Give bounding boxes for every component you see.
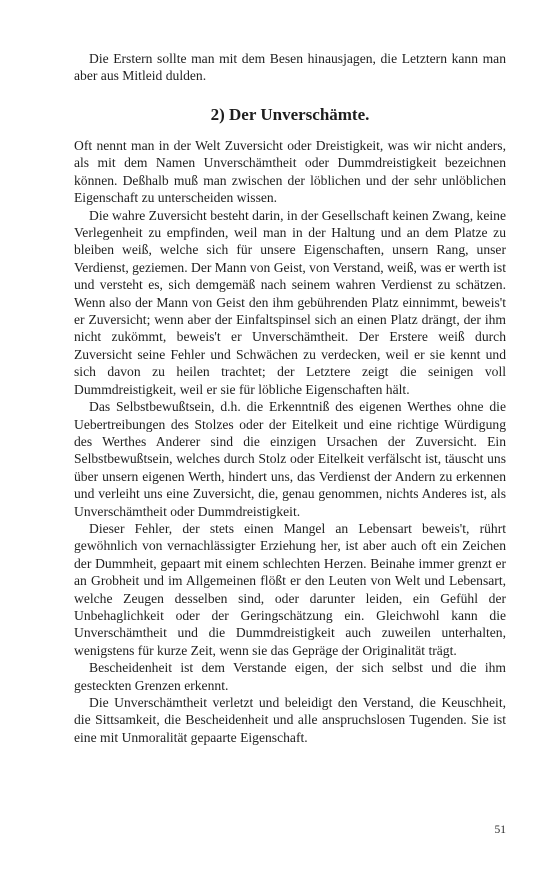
intro-block <box>74 50 506 85</box>
intro-paragraph: Die Erstern sollte man mit dem Besen hinausjagen, die Letztern kann man aber aus Mitleid dulden. <box>74 51 506 84</box>
page-number: 51 <box>494 824 506 836</box>
paragraph-5: Bescheidenheit ist dem Verstande eigen, der sich selbst und die ihm gesteckten Grenzen erkennt. <box>74 660 506 693</box>
section-title: 2) Der Unverschämte. <box>210 105 370 124</box>
paragraph-2: Die wahre Zuversicht besteht darin, in der Gesellschaft keinen Zwang, keine Verlegenheit zu empfinden, weil man in der Haltung und an dem Platze zu bleiben weiß, welche sich für unsere Eigenschaften, unsern Rang, unser Verdienst, geziemen. Der Mann von Geist, von Verstand, weiß, was er werth ist und versteht es, sich demgemäß nach seinem wahren Verdienst zu schätzen. Wenn also der Mann von Geist den ihm gebührenden Platz einnimmt, beweis't er Zuversicht; wenn aber der Einfaltspinsel sich an einen Platz drängt, der ihm nicht zukömmt, beweis't er Unverschämtheit. Der Erstere weiß durch Zuversicht seine Fehler und Schwächen zu verdecken, weil er sie kennt und sich davon zu heilen trachtet; der Letztere zeigt die seinigen voll Dummdreistigkeit, weil er sie für löbliche Eigenschaften hält. <box>74 207 506 397</box>
paragraph-4: Dieser Fehler, der stets einen Mangel an Lebensart beweis't, rührt gewöhnlich von vernachlässigter Erziehung her, ist aber auch oft ein Zeichen der Dummheit, gepaart mit einem schlechten Herzen. Beinahe immer grenzt er an Grobheit und im Allgemeinen flößt er den Leuten von Welt und Lebensart, welche Zeugen desselben sind, oder darunter leiden, ein Gefühl der Unbehaglichkeit oder der Geringschätzung ein. Gleichwohl kann die Unverschämtheit und die Dummdreistigkeit auch zuweilen unterhalten, wenigstens für kurze Zeit, wenn sie das Gepräge der Originalität trägt. <box>74 520 506 658</box>
section-body <box>74 137 506 746</box>
paragraph-6: Die Unverschämtheit verletzt und beleidigt den Verstand, die Keuschheit, die Sittsamkeit, die Bescheidenheit und alle anspruchslosen Tugenden. Sie ist eine mit Unmoralität gepaarte Eigenschaft. <box>74 695 506 745</box>
paragraph-3: Das Selbstbewußtsein, d.h. die Erkenntniß des eigenen Werthes ohne die Uebertreibungen des Stolzes oder der Eitelkeit und eine richtige Würdigung des Werthes Anderer sind die einzigen Ursachen der Zuversicht. Ein Selbstbewußtsein, welches durch Stolz oder Eitelkeit verfälscht ist, täuscht uns über unsern eigenen Werth, hindert uns, das Verdienst der Andern zu erkennen und verleiht uns eine Zuversicht, die, genau genommen, nichts Anderes ist, als Unverschämtheit oder Dummdreistigkeit. <box>74 399 506 519</box>
paragraph-1: Oft nennt man in der Welt Zuversicht oder Dreistigkeit, was wir nicht anders, als mit dem Namen Unverschämtheit oder Dummdreistigkeit bezeichnen können. Deßhalb muß man zwischen der löblichen und der sehr unlöblichen Eigenschaft zu unterscheiden wissen. <box>74 138 506 206</box>
